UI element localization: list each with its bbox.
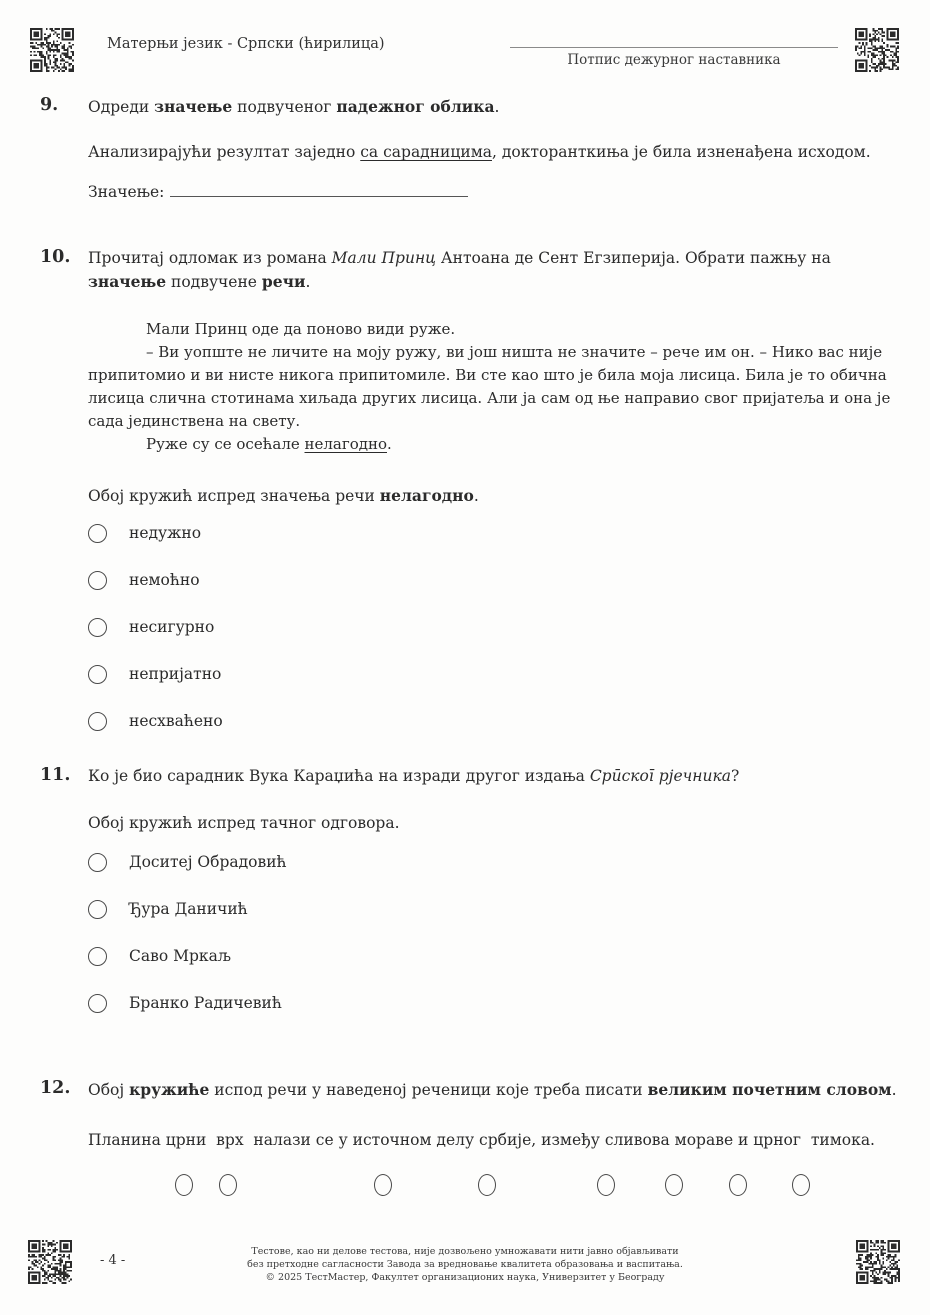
option-label: непријатно bbox=[129, 665, 222, 683]
passage-line: сада јединствена на свету. bbox=[88, 412, 301, 430]
passage-line: лисица слична стотинама хиљада других лисица. Али ја сам од ње направио свог пријатеља и она је bbox=[88, 389, 891, 407]
question-9-number: 9. bbox=[40, 95, 59, 115]
passage-line: Мали Принц оде да поново види руже. bbox=[146, 320, 456, 338]
signature-block bbox=[510, 47, 838, 68]
footer-line: без претходне сагласности Завода за вредновање квалитета образовања и васпитања. bbox=[247, 1259, 683, 1270]
passage-line: – Ви уопште не личите на моју ружу, ви још ништа не значите – рече им он. – Нико вас није bbox=[146, 343, 883, 361]
word-bubble-morave[interactable] bbox=[665, 1174, 683, 1196]
question-10-instruction: Обој кружић испред значења речи нелагодно. bbox=[88, 486, 479, 505]
question-12-number: 12. bbox=[40, 1078, 71, 1098]
signature-label: Потпис дежурног наставника bbox=[567, 52, 781, 68]
word-bubble-istocnom[interactable] bbox=[374, 1174, 392, 1196]
option-row bbox=[88, 839, 890, 886]
word-bubble-slivova[interactable] bbox=[597, 1174, 615, 1196]
footer-line: Тестове, као ни делове тестова, није дозвољено умножавати нити јавно објављивати bbox=[251, 1246, 679, 1257]
option-label: Ђура Даничић bbox=[129, 900, 248, 918]
option-row bbox=[88, 933, 890, 980]
word-bubble-srbije[interactable] bbox=[478, 1174, 496, 1196]
answer-bubble[interactable] bbox=[88, 524, 107, 543]
option-row bbox=[88, 604, 890, 651]
word-bubble-row bbox=[88, 1174, 890, 1198]
option-label: немоћно bbox=[129, 571, 200, 589]
answer-bubble[interactable] bbox=[88, 900, 107, 919]
option-row bbox=[88, 651, 890, 698]
page-number: - 4 - bbox=[100, 1253, 126, 1268]
option-label: несхваћено bbox=[129, 712, 223, 730]
word-bubble-vrh[interactable] bbox=[219, 1174, 237, 1196]
question-10 bbox=[40, 247, 891, 745]
question-11-options bbox=[88, 839, 890, 1027]
option-row bbox=[88, 557, 890, 604]
option-row bbox=[88, 886, 890, 933]
answer-bubble[interactable] bbox=[88, 994, 107, 1013]
option-label: Бранко Радичевић bbox=[129, 994, 282, 1012]
passage-line: Руже су се осећале нелагодно. bbox=[146, 435, 392, 453]
question-9-sentence: Анализирајући резултат заједно са сарадницима, докторанткиња је била изненађена исходом. bbox=[88, 143, 871, 161]
answer-bubble[interactable] bbox=[88, 947, 107, 966]
word-bubble-crnog[interactable] bbox=[729, 1174, 747, 1196]
question-10-title: Прочитај одломак из романа Мали Принц Антоана де Сент Егзиперија. Обрати пажњу на значење подвучене речи. bbox=[88, 249, 831, 291]
answer-bubble[interactable] bbox=[88, 853, 107, 872]
question-12 bbox=[40, 1078, 897, 1198]
question-12-sentence: Планина црни врх налази се у источном делу србије, између сливова мораве и црног тимока. bbox=[88, 1131, 875, 1149]
question-11 bbox=[40, 765, 890, 1027]
question-11-title: Ко је био сарадник Вука Караџића на изради другог издања Срūскоī рјечника? bbox=[88, 767, 740, 785]
question-9-answer-row bbox=[88, 181, 890, 204]
footer-copyright bbox=[0, 1245, 930, 1284]
passage-line: припитомио и ви нисте никога припитомиле. Ви сте као што је била моја лисица. Била је то обична bbox=[88, 366, 887, 384]
signature-line bbox=[510, 47, 838, 48]
word-bubble-crni[interactable] bbox=[175, 1174, 193, 1196]
answer-label: Значење: bbox=[88, 183, 165, 201]
qr-code-top-right bbox=[855, 28, 899, 72]
question-11-number: 11. bbox=[40, 765, 71, 785]
qr-code-top-left bbox=[30, 28, 74, 72]
question-11-instruction: Обој кружић испред тачног одговора. bbox=[88, 814, 400, 832]
subject-title: Матерњи језик - Српски (ћирилица) bbox=[107, 36, 385, 52]
reading-passage bbox=[88, 318, 890, 456]
answer-blank-line[interactable] bbox=[170, 183, 468, 197]
question-9 bbox=[40, 95, 890, 204]
option-label: недужно bbox=[129, 524, 202, 542]
option-label: Доситеј Обрадовић bbox=[129, 853, 287, 871]
question-10-options bbox=[88, 510, 890, 745]
option-row bbox=[88, 980, 890, 1027]
footer-line: © 2025 ТестМастер, Факултет организационих наука, Универзитет у Београду bbox=[265, 1272, 665, 1283]
option-label: несигурно bbox=[129, 618, 215, 636]
word-bubble-timoka[interactable] bbox=[792, 1174, 810, 1196]
option-row bbox=[88, 510, 890, 557]
answer-bubble[interactable] bbox=[88, 665, 107, 684]
answer-bubble[interactable] bbox=[88, 712, 107, 731]
answer-bubble[interactable] bbox=[88, 571, 107, 590]
option-row bbox=[88, 698, 890, 745]
question-12-title: Обој кружиће испод речи у наведеној реченици које треба писати великим почетним словом. bbox=[88, 1080, 897, 1099]
answer-bubble[interactable] bbox=[88, 618, 107, 637]
option-label: Саво Мркаљ bbox=[129, 947, 231, 965]
question-9-title: Одреди значење подвученог падежног облика. bbox=[88, 97, 500, 116]
question-10-number: 10. bbox=[40, 247, 71, 267]
